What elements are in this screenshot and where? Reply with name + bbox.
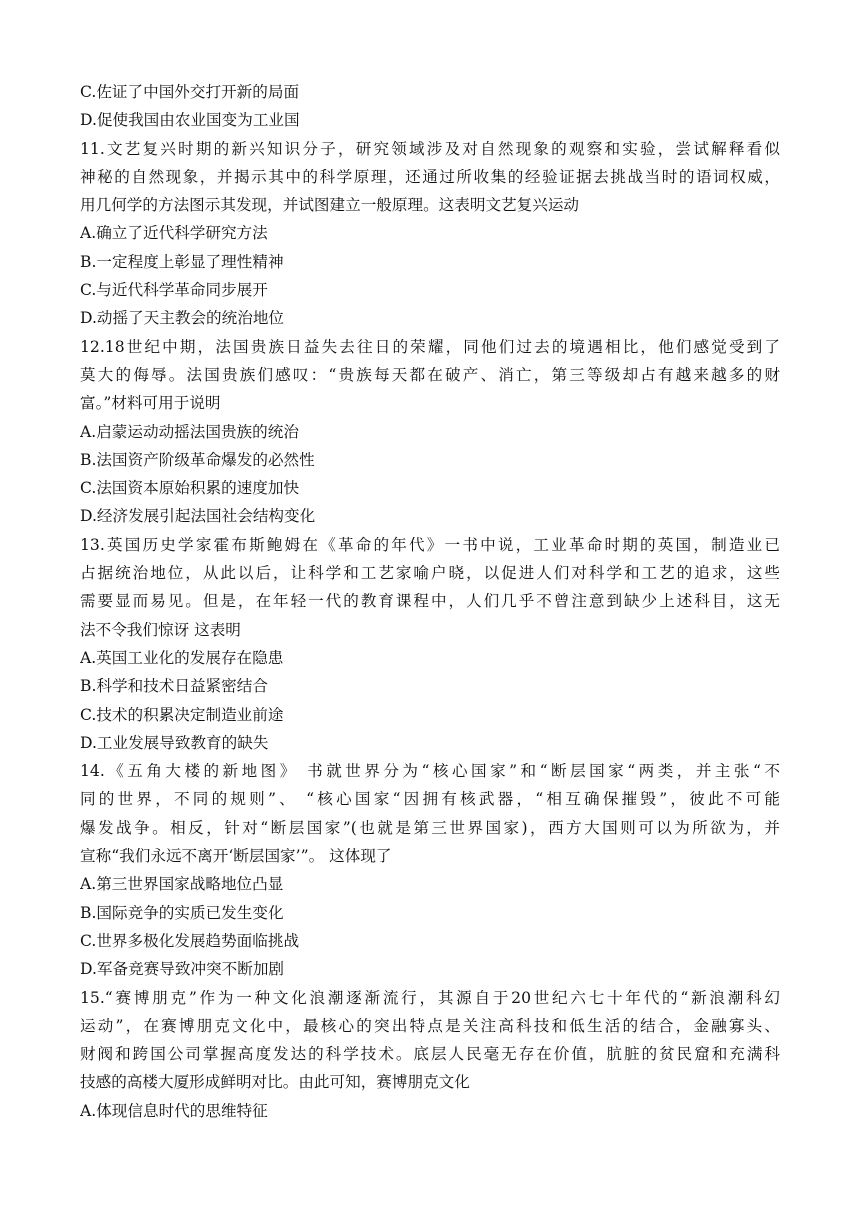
- question-13-stem-line: 13.英国历史学家霍布斯鲍姆在《革命的年代》一书中说，工业革命时期的英国，制造业已: [80, 535, 780, 554]
- question-14-option-a: A.第三世界国家战略地位凸显: [80, 875, 284, 894]
- question-15-stem-line: 财阀和跨国公司掌握高度发达的科学技术。底层人民毫无存在价值，肮脏的贫民窟和充满科: [80, 1045, 780, 1064]
- question-12: [80, 333, 780, 531]
- question-14-stem-line: 14.《五角大楼的新地图》 书就世界分为“核心国家”和“断层国家“两类，并主张“不: [80, 762, 780, 781]
- question-15: [80, 984, 780, 1125]
- question-11-stem-line: 神秘的自然现象，并揭示其中的科学原理，还通过所收集的经验证据去挑战当时的语词权威，: [80, 167, 780, 186]
- question-11-stem-line: 11.文艺复兴时期的新兴知识分子，研究领域涉及对自然现象的观察和实验，尝试解释看似: [80, 139, 780, 158]
- question-12-option-b: B.法国资产阶级革命爆发的必然性: [80, 450, 315, 469]
- question-11: [80, 135, 780, 333]
- question-14: [80, 757, 780, 983]
- question-15-option-a: A.体现信息时代的思维特征: [80, 1101, 268, 1120]
- question-12-stem-line: 12.18世纪中期，法国贵族日益失去往日的荣耀，同他们过去的境遇相比，他们感觉受到了: [80, 337, 780, 356]
- question-13-stem-line: 法不令我们惊讶 这表明: [80, 620, 241, 639]
- question-14-stem-line: 宣称“我们永远不离开‘断层国家’”。 这体现了: [80, 847, 392, 866]
- question-11-option-c: C.与近代科学革命同步展开: [80, 281, 268, 300]
- q10-option-c: C.佐证了中国外交打开新的局面: [80, 83, 300, 101]
- q10-option-d: D.促使我国由农业国变为工业国: [80, 111, 300, 130]
- question-13: [80, 531, 780, 757]
- question-13-stem-line: 占据统治地位，从此以后，让科学和工艺家喻户晓，以促进人们对科学和工艺的追求，这些: [80, 564, 780, 583]
- question-13-stem-line: 需要显而易见。但是，在年轻一代的教育课程中，人们几乎不曾注意到缺少上述科目，这无: [80, 592, 780, 611]
- question-14-option-c: C.世界多极化发展趋势面临挑战: [80, 931, 300, 950]
- question-15-stem-line: 15.“赛博朋克”作为一种文化浪潮逐渐流行，其源自于20世纪六七十年代的“新浪潮科幻: [80, 988, 780, 1007]
- question-13-option-b: B.科学和技术日益紧密结合: [80, 677, 268, 696]
- question-12-stem-line: 莫大的侮辱。法国贵族们感叹：“贵族每天都在破产、消亡，第三等级却占有越来越多的财: [80, 365, 780, 384]
- question-15-stem-line: 技感的高楼大厦形成鲜明对比。由此可知，赛博朋克文化: [80, 1073, 470, 1092]
- question-14-stem-line: 同的世界，不同的规则”、 “核心国家“因拥有核武器，“相互确保摧毁”，彼此不可能: [80, 790, 780, 809]
- question-14-option-d: D.军备竞赛导致冲突不断加剧: [80, 960, 285, 979]
- question-14-stem-line: 爆发战争。相反，针对“断层国家”(也就是第三世界国家)，西方大国则可以为所欲为，并: [80, 818, 780, 837]
- question-13-option-a: A.英国工业化的发展存在隐患: [80, 648, 284, 667]
- question-12-option-d: D.经济发展引起法国社会结构变化: [80, 507, 316, 526]
- question-11-option-a: A.确立了近代科学研究方法: [80, 224, 268, 243]
- exam-page: [80, 78, 780, 1125]
- question-13-option-d: D.工业发展导致教育的缺失: [80, 733, 269, 752]
- question-12-stem-line: 富。”材料可用于说明: [80, 394, 221, 413]
- question-11-option-d: D.动摇了天主教会的统治地位: [80, 309, 285, 328]
- question-14-option-b: B.国际竞争的实质已发生变化: [80, 903, 284, 922]
- question-15-stem-line: 运动”，在赛博朋克文化中，最核心的突出特点是关注高科技和低生活的结合，金融寡头、: [80, 1016, 780, 1035]
- question-11-option-b: B.一定程度上彰显了理性精神: [80, 252, 284, 271]
- question-13-option-c: C.技术的积累决定制造业前途: [80, 705, 284, 724]
- question-12-option-a: A.启蒙运动动摇法国贵族的统治: [80, 422, 299, 441]
- question-12-option-c: C.法国资本原始积累的速度加快: [80, 479, 300, 498]
- question-11-stem-line: 用几何学的方法图示其发现，并试图建立一般原理。这表明文艺复兴运动: [80, 196, 580, 215]
- q10-continued-options: [80, 78, 780, 135]
